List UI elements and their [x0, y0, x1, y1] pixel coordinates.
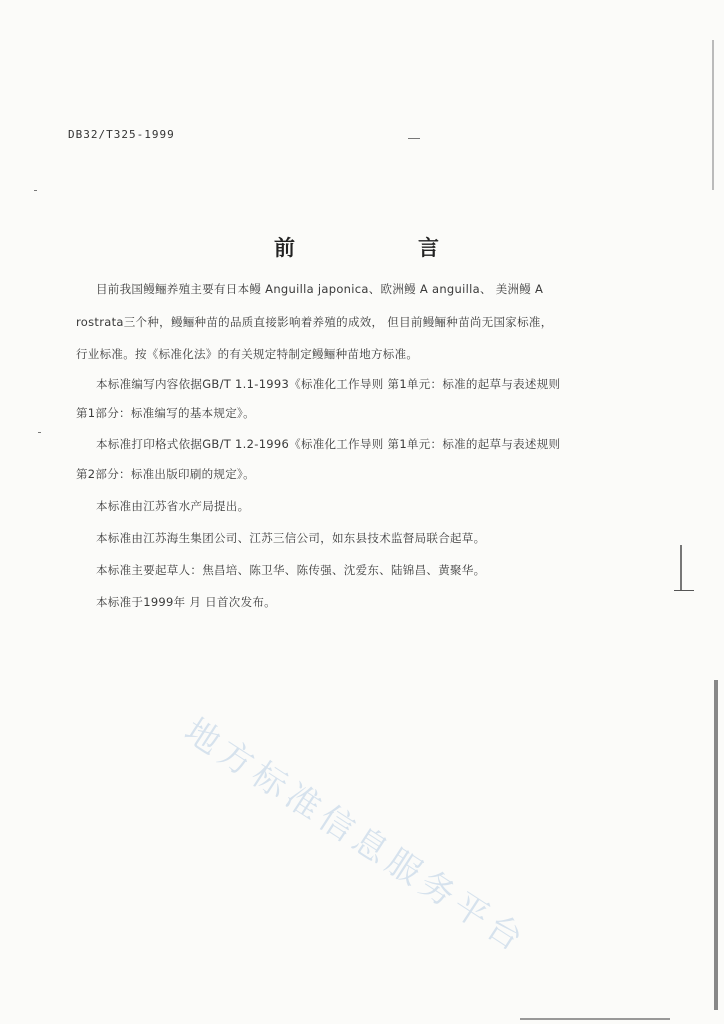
watermark: 地方标准信息服务平台 — [177, 710, 535, 963]
scan-artifact-right-2 — [680, 545, 682, 590]
paragraph-4-line-1: 本标准由江苏省水产局提出。 — [96, 499, 250, 513]
paragraph-3-line-2: 第2部分：标准出版印刷的规定》。 — [76, 467, 255, 481]
scan-artifact-right-1 — [712, 40, 714, 190]
scan-artifact-right-3 — [674, 590, 694, 591]
paragraph-7-line-1: 本标准于1999年 月 日首次发布。 — [96, 595, 276, 609]
scan-artifact-bottom — [520, 1018, 670, 1020]
title-char-1: 前 — [274, 235, 295, 260]
paragraph-2-line-1: 本标准编写内容依据GB/T 1.1-1993《标准化工作导则 第1单元：标准的起草与表述规则 — [96, 377, 561, 391]
scan-artifact-left-2 — [38, 432, 41, 433]
scan-artifact-left-1 — [34, 190, 37, 191]
scan-artifact-right-4 — [714, 680, 718, 1010]
paragraph-5-line-1: 本标准由江苏海生集团公司、江苏三信公司，如东县技术监督局联合起草。 — [96, 531, 486, 545]
paragraph-2-line-2: 第1部分：标准编写的基本规定》。 — [76, 406, 255, 420]
paragraph-6-line-1: 本标准主要起草人：焦昌培、陈卫华、陈传强、沈爱东、陆锦昌、黄聚华。 — [96, 563, 486, 577]
paragraph-1-line-2: rostrata三个种，鳗鲡种苗的品质直接影响着养殖的成效， 但目前鳗鲡种苗尚无国家标准， — [76, 315, 553, 329]
paragraph-1-line-1: 目前我国鳗鲡养殖主要有日本鳗 Anguilla japonica、欧洲鳗 A anguilla、 美洲鳗 A — [96, 282, 544, 296]
standard-code: DB32/T325-1999 — [68, 128, 175, 141]
title-char-2: 言 — [418, 235, 439, 260]
paragraph-3-line-1: 本标准打印格式依据GB/T 1.2-1996《标准化工作导则 第1单元：标准的起草与表述规则 — [96, 437, 561, 451]
paragraph-1-line-3: 行业标准。按《标准化法》的有关规定特制定鳗鲡种苗地方标准。 — [76, 347, 419, 361]
scan-artifact-top — [408, 138, 420, 139]
